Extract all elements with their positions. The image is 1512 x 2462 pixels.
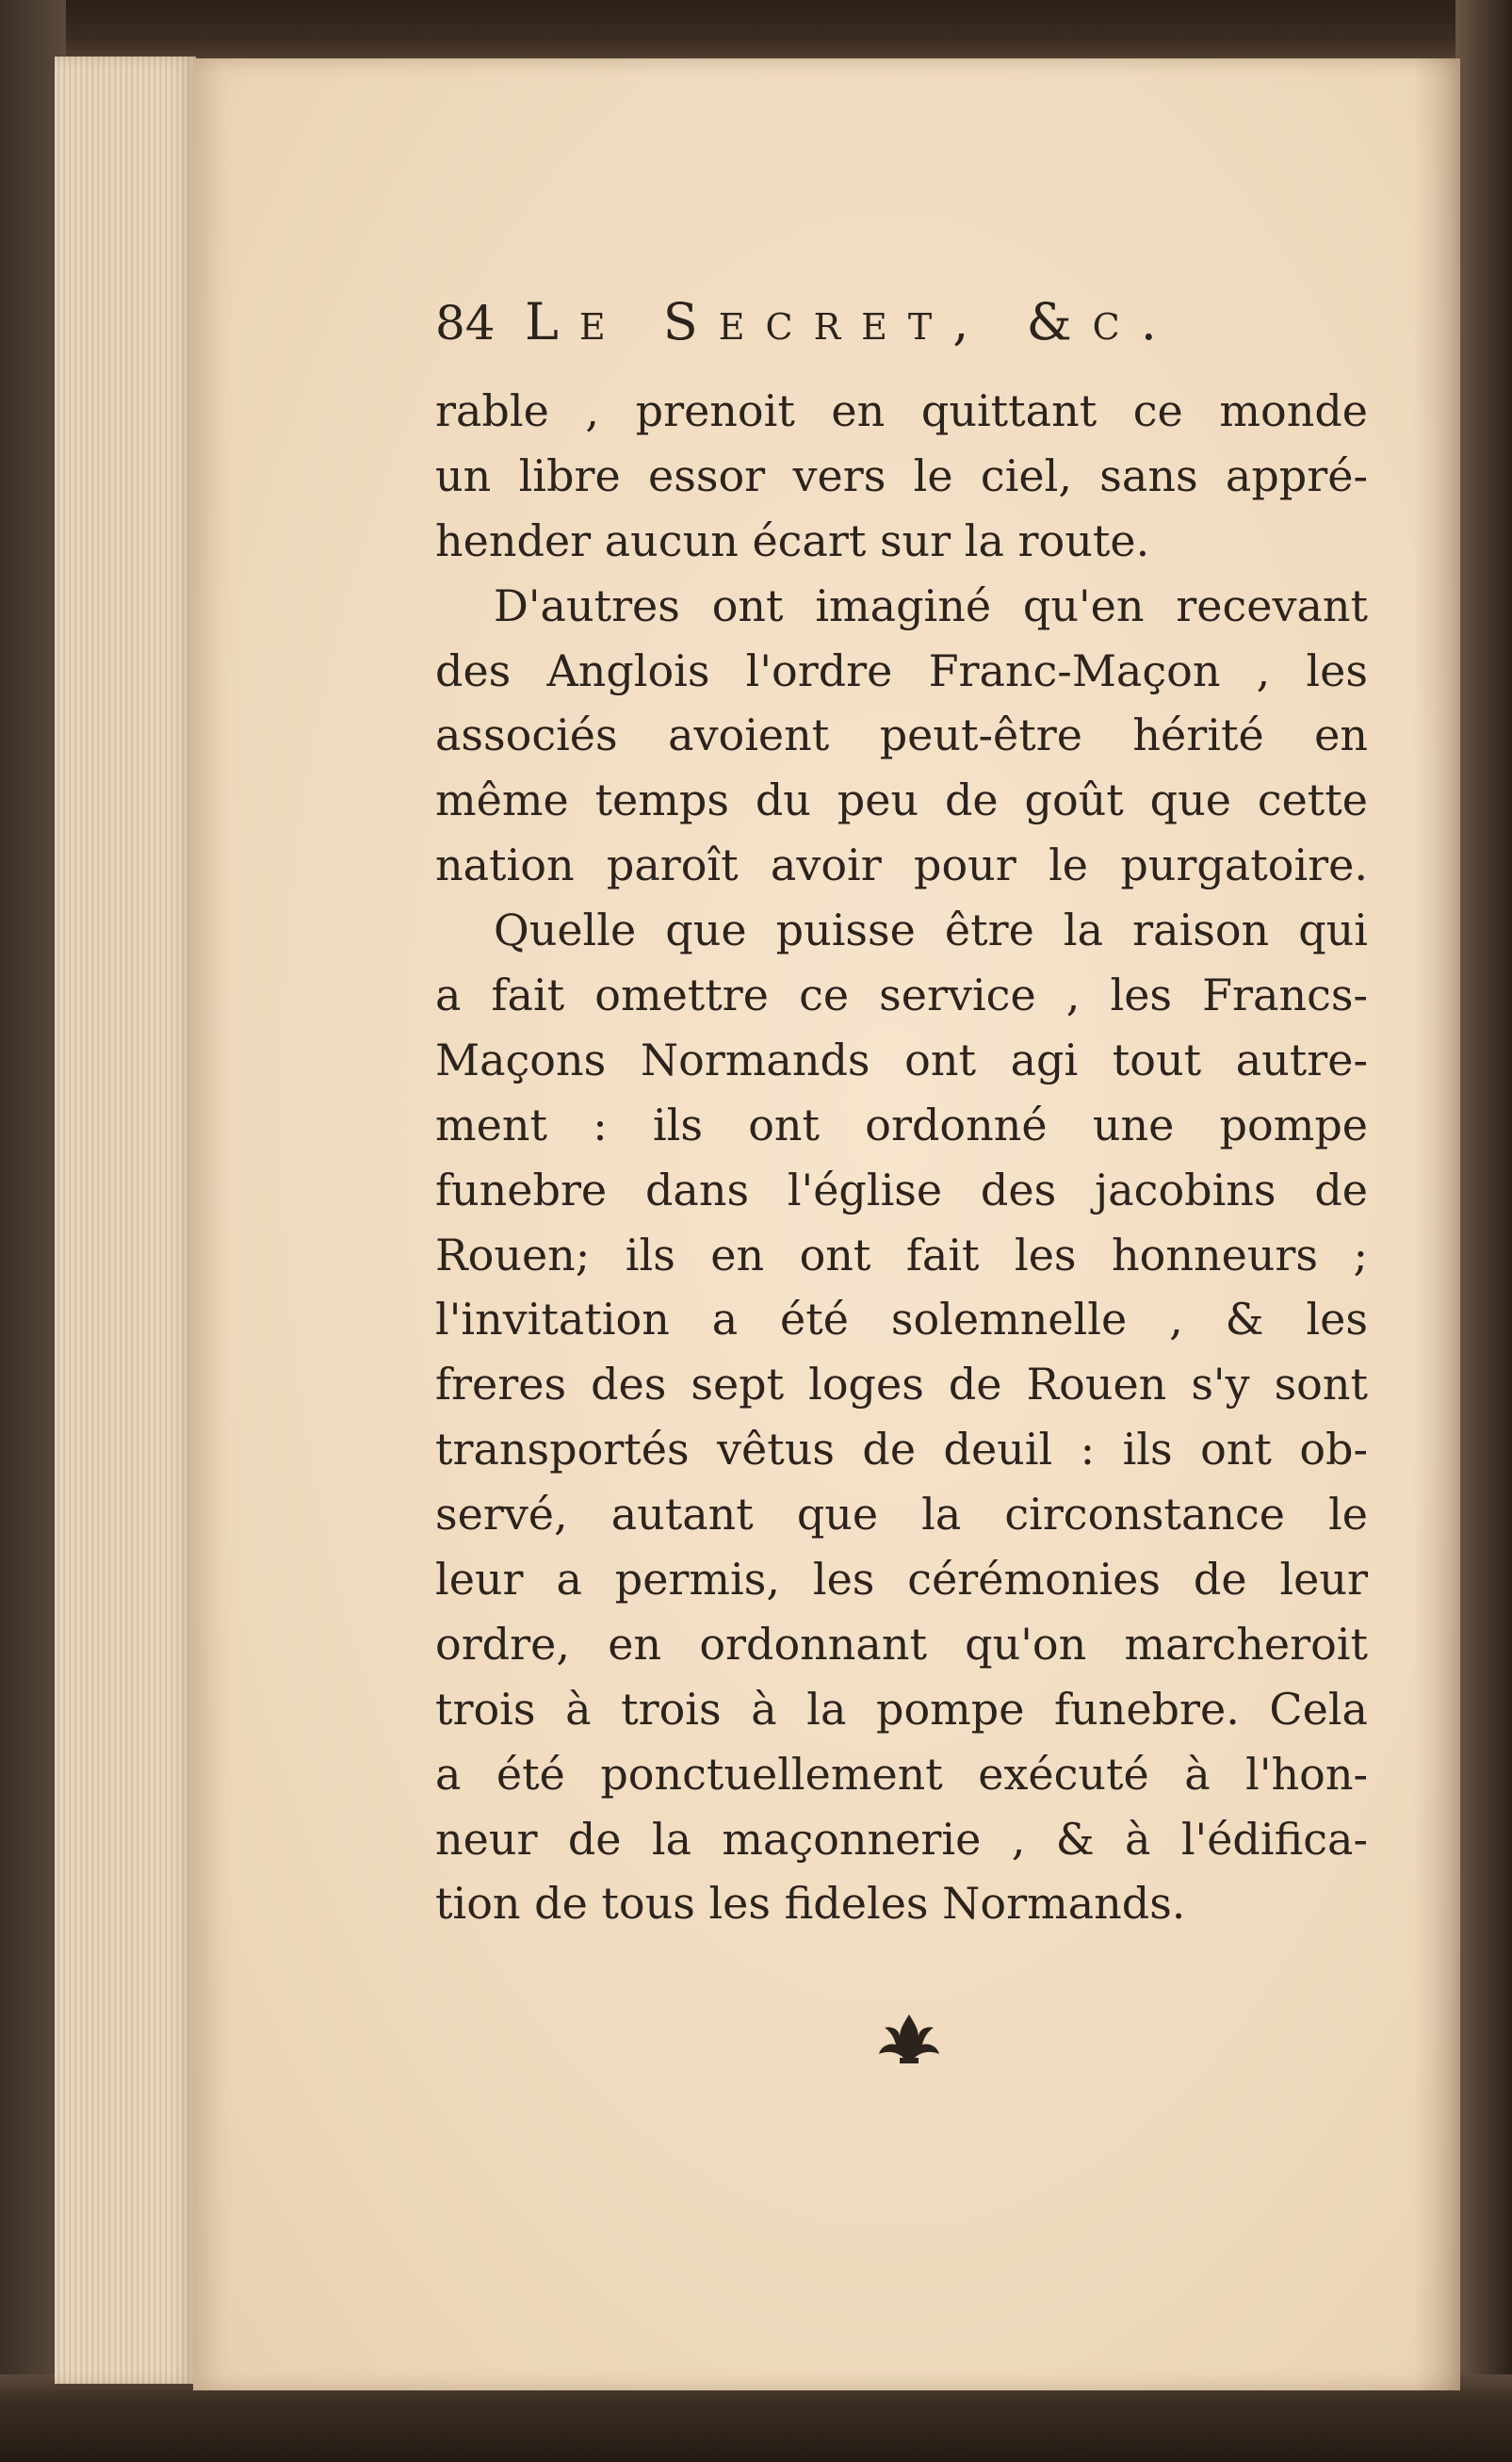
text-line: tion de tous les fideles Normands.: [435, 1878, 1186, 1930]
binding-right: [1455, 0, 1512, 2462]
text-line: neur de la maçonnerie , & à l'édifica-: [435, 1813, 1368, 1865]
text-line: ordre, en ordonnant qu'on marcheroit: [435, 1618, 1368, 1670]
text-line: leur a permis, les cérémonies de leur: [435, 1554, 1368, 1606]
text-line: nation paroît avoir pour le purgatoire.: [435, 840, 1368, 891]
text-line: l'invitation a été solemnelle , & les: [435, 1294, 1368, 1345]
text-line: hender aucun écart sur la route.: [435, 514, 1150, 566]
text-line: freres des sept loges de Rouen s'y sont: [435, 1359, 1368, 1410]
text-line: D'autres ont imaginé qu'en recevant: [494, 579, 1368, 631]
text-line: ment : ils ont ordonné une pompe: [435, 1099, 1368, 1150]
text-line: Quelle que puisse être la raison qui: [494, 905, 1368, 956]
text-line: a fait omettre ce service , les Francs-: [435, 970, 1368, 1021]
page-number: 84: [435, 296, 496, 351]
text-line: trois à trois à la pompe funebre. Cela: [435, 1683, 1368, 1735]
text-line: associés avoient peut-être hérité en: [435, 709, 1368, 761]
text-line: des Anglois l'ordre Franc-Maçon , les: [435, 644, 1368, 696]
text-line: Rouen; ils en ont fait les honneurs ;: [435, 1229, 1368, 1280]
page-header: [435, 292, 1368, 379]
text-line: même temps du peu de goût que cette: [435, 774, 1368, 826]
running-head: Le Secret, &c.: [525, 292, 1178, 351]
text-line: transportés vêtus de deuil : ils ont ob-: [435, 1424, 1368, 1476]
text-line: funebre dans l'église des jacobins de: [435, 1164, 1368, 1215]
page-edges: [55, 57, 196, 2384]
text-block: [435, 292, 1368, 1936]
fleuron-icon: [871, 2007, 947, 2067]
text-line: a été ponctuellement exécuté à l'hon-: [435, 1748, 1368, 1800]
text-line: Maçons Normands ont agi tout autre-: [435, 1034, 1368, 1085]
gutter-shadow: [1413, 58, 1460, 2390]
text-line: rable , prenoit en quittant ce monde: [435, 385, 1368, 436]
text-line: un libre essor vers le ciel, sans appré-: [435, 449, 1368, 501]
text-line: servé, autant que la circonstance le: [435, 1489, 1368, 1541]
binding-top: [0, 0, 1512, 66]
